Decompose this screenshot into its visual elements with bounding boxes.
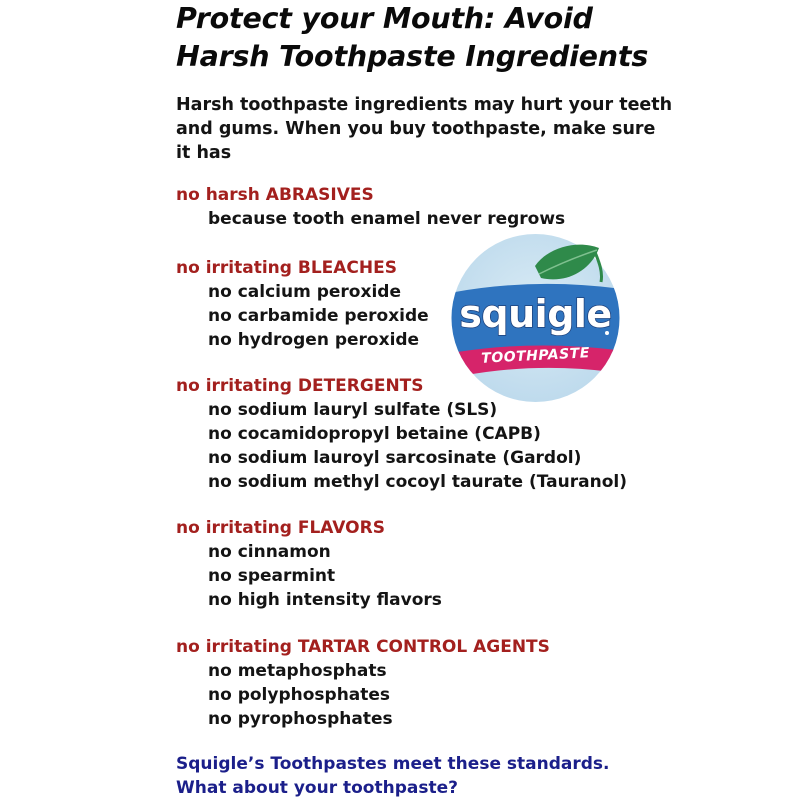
section-abrasives — [176, 183, 565, 231]
section-heading: no irritating DETERGENTS — [176, 376, 424, 396]
section-heading: no harsh ABRASIVES — [176, 185, 374, 205]
section-tartar-control — [176, 635, 550, 731]
list-item: no high intensity flavors — [208, 590, 442, 610]
title-line-2: Harsh Toothpaste Ingredients — [176, 40, 649, 73]
squigle-logo — [449, 232, 622, 404]
title-line-1: Protect your Mouth: Avoid — [176, 2, 593, 35]
list-item: no spearmint — [208, 566, 336, 586]
footer-line-1: Squigle’s Toothpastes meet these standards. — [176, 754, 610, 774]
section-heading: no irritating FLAVORS — [176, 518, 385, 538]
section-bleaches — [176, 256, 429, 352]
section-heading: no irritating TARTAR CONTROL AGENTS — [176, 637, 550, 657]
list-item: no calcium peroxide — [208, 282, 401, 302]
footer-line-2: What about your toothpaste? — [176, 778, 458, 798]
footer-callout — [176, 752, 609, 800]
logo-brand-wordmark: squigle — [459, 292, 612, 336]
logo-graphic — [449, 232, 622, 404]
list-item: no pyrophosphates — [208, 709, 393, 729]
intro-line-2: and gums. When you buy toothpaste, make sure — [176, 119, 656, 139]
section-flavors — [176, 516, 442, 612]
intro-line-1: Harsh toothpaste ingredients may hurt your teeth — [176, 95, 673, 115]
intro-paragraph — [176, 93, 673, 165]
list-item: no carbamide peroxide — [208, 306, 429, 326]
intro-line-3: it has — [176, 143, 232, 163]
list-item: no hydrogen peroxide — [208, 330, 420, 350]
section-heading: no irritating BLEACHES — [176, 258, 397, 278]
list-item: no polyphosphates — [208, 685, 391, 705]
list-item: no cinnamon — [208, 542, 331, 562]
list-item: no sodium methyl cocoyl taurate (Tauranol) — [208, 472, 627, 492]
list-item: no metaphosphats — [208, 661, 387, 681]
logo-subtitle: TOOTHPASTE — [480, 345, 591, 367]
list-item: no cocamidopropyl betaine (CAPB) — [208, 424, 541, 444]
list-item: no sodium lauryl sulfate (SLS) — [208, 400, 498, 420]
list-item: no sodium lauroyl sarcosinate (Gardol) — [208, 448, 582, 468]
page-title — [176, 0, 648, 76]
list-item: because tooth enamel never regrows — [208, 209, 566, 229]
